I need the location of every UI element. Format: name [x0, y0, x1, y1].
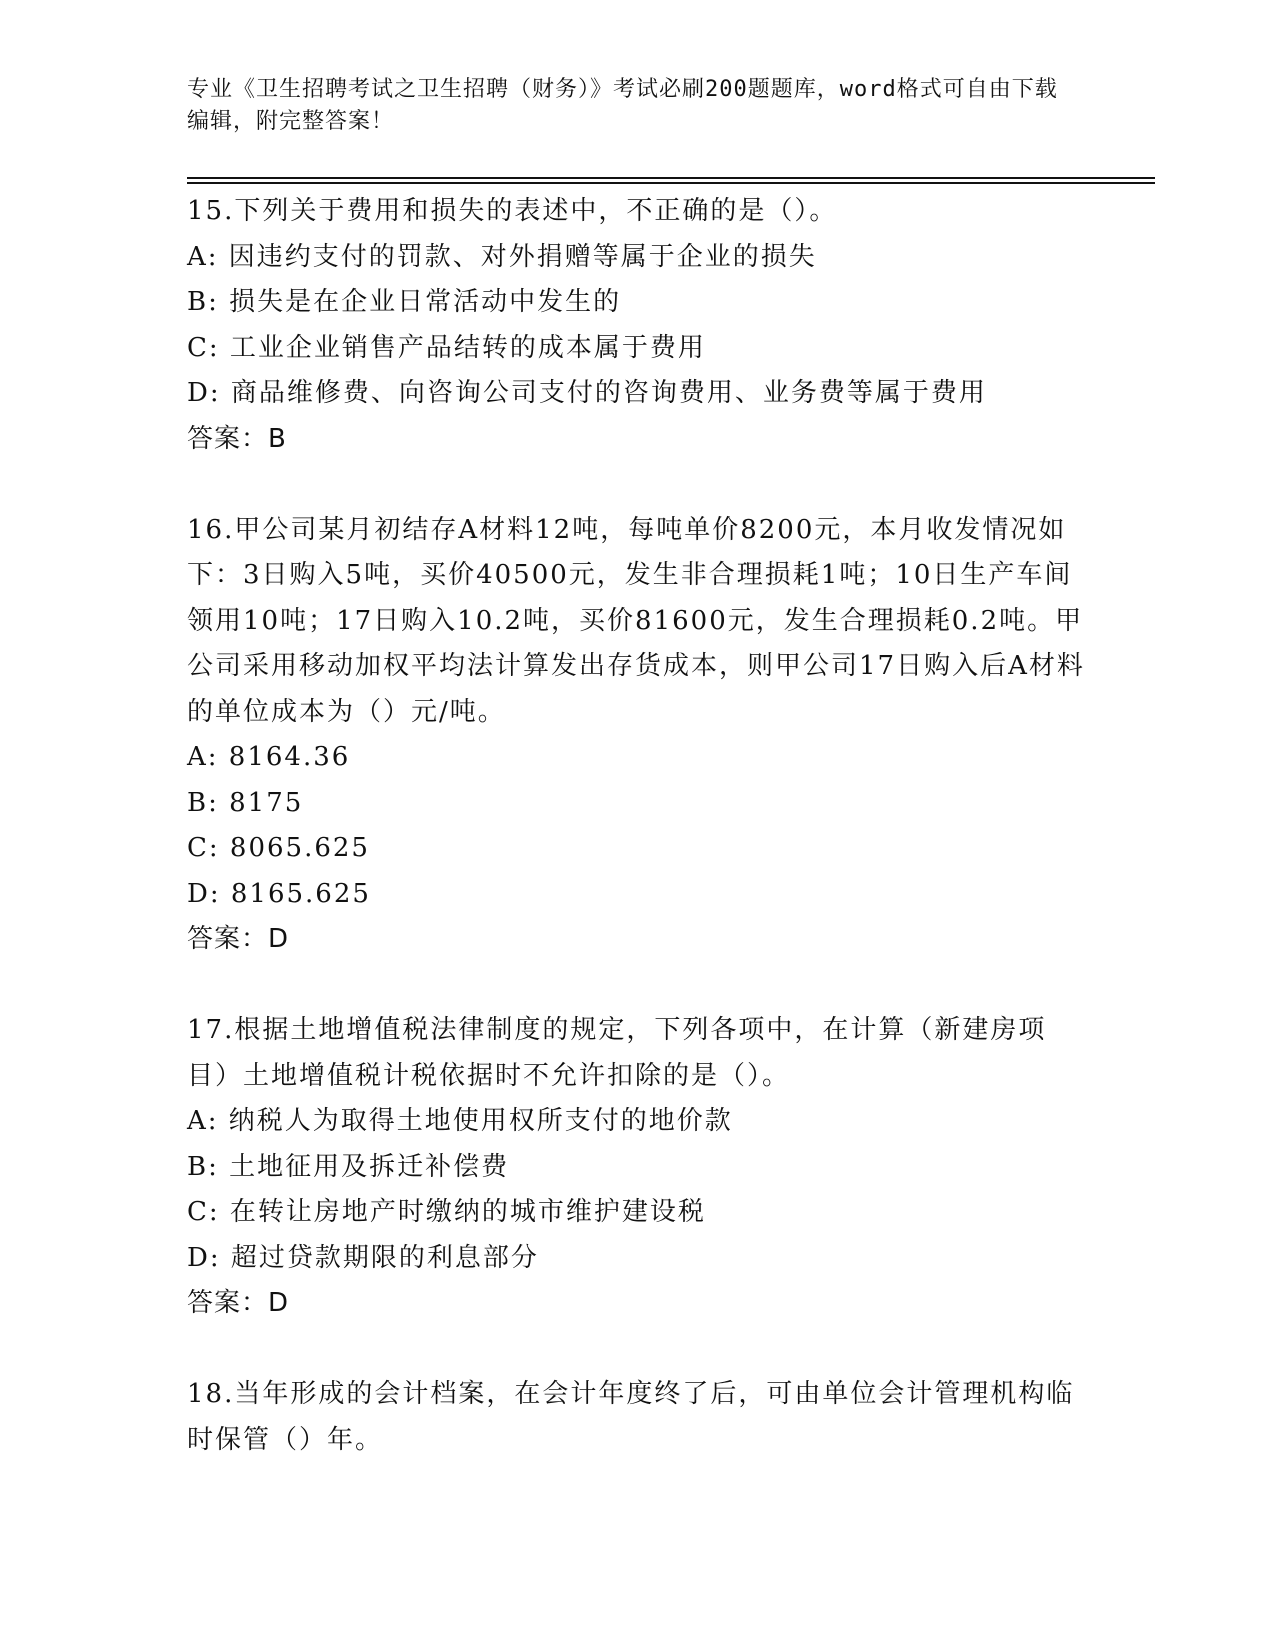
option-b: B: 损失是在企业日常活动中发生的: [187, 287, 622, 317]
question-text: 15.下列关于费用和损失的表述中，不正确的是（）。: [187, 196, 838, 226]
question-list: [187, 189, 1087, 1509]
option-c: C: 8065.625: [187, 833, 370, 863]
option-c: C: 在转让房地产时缴纳的城市维护建设税: [187, 1197, 706, 1227]
header-rule-bottom: [187, 182, 1155, 184]
question-16: [187, 508, 1087, 963]
option-d: D: 商品维修费、向咨询公司支付的咨询费用、业务费等属于费用: [187, 378, 987, 408]
document-header: 专业《卫生招聘考试之卫生招聘（财务）》考试必刷200题题库，word格式可自由下载编辑，附完整答案！: [187, 77, 1058, 134]
answer: 答案：D: [187, 1288, 290, 1318]
question-text: 17.根据土地增值税法律制度的规定，下列各项中，在计算（新建房项目）土地增值税计税依据时不允许扣除的是（）。: [187, 1015, 1047, 1091]
answer: 答案：D: [187, 924, 290, 954]
option-d: D: 超过贷款期限的利息部分: [187, 1242, 539, 1273]
option-d: D: 8165.625: [187, 878, 371, 909]
option-a: A: 纳税人为取得土地使用权所支付的地价款: [187, 1106, 733, 1136]
question-text: 18.当年形成的会计档案，在会计年度终了后，可由单位会计管理机构临时保管（）年。: [187, 1379, 1075, 1455]
option-a: A: 8164.36: [187, 742, 351, 772]
option-c: C: 工业企业销售产品结转的成本属于费用: [187, 332, 706, 363]
question-text: 16.甲公司某月初结存A材料12吨，每吨单价8200元，本月收发情况如下：3日购入5吨，买价40500元，发生非合理损耗1吨；10日生产车间领用10吨；17日购入10.2吨，买价81600元，发生合理损耗0.2吨。甲公司采用移动加权平均法计算发出存货成本，则甲公司17日购入后A材料的单位成本为（）元/吨。: [187, 514, 1085, 727]
answer: 答案：B: [187, 423, 287, 454]
question-18: [187, 1372, 1087, 1463]
option-b: B: 土地征用及拆迁补偿费: [187, 1151, 510, 1182]
header-rule-top: [187, 177, 1155, 179]
option-a: A: 因违约支付的罚款、对外捐赠等属于企业的损失: [187, 241, 817, 272]
question-17: [187, 1008, 1087, 1327]
option-b: B: 8175: [187, 787, 304, 818]
question-15: [187, 189, 1087, 462]
